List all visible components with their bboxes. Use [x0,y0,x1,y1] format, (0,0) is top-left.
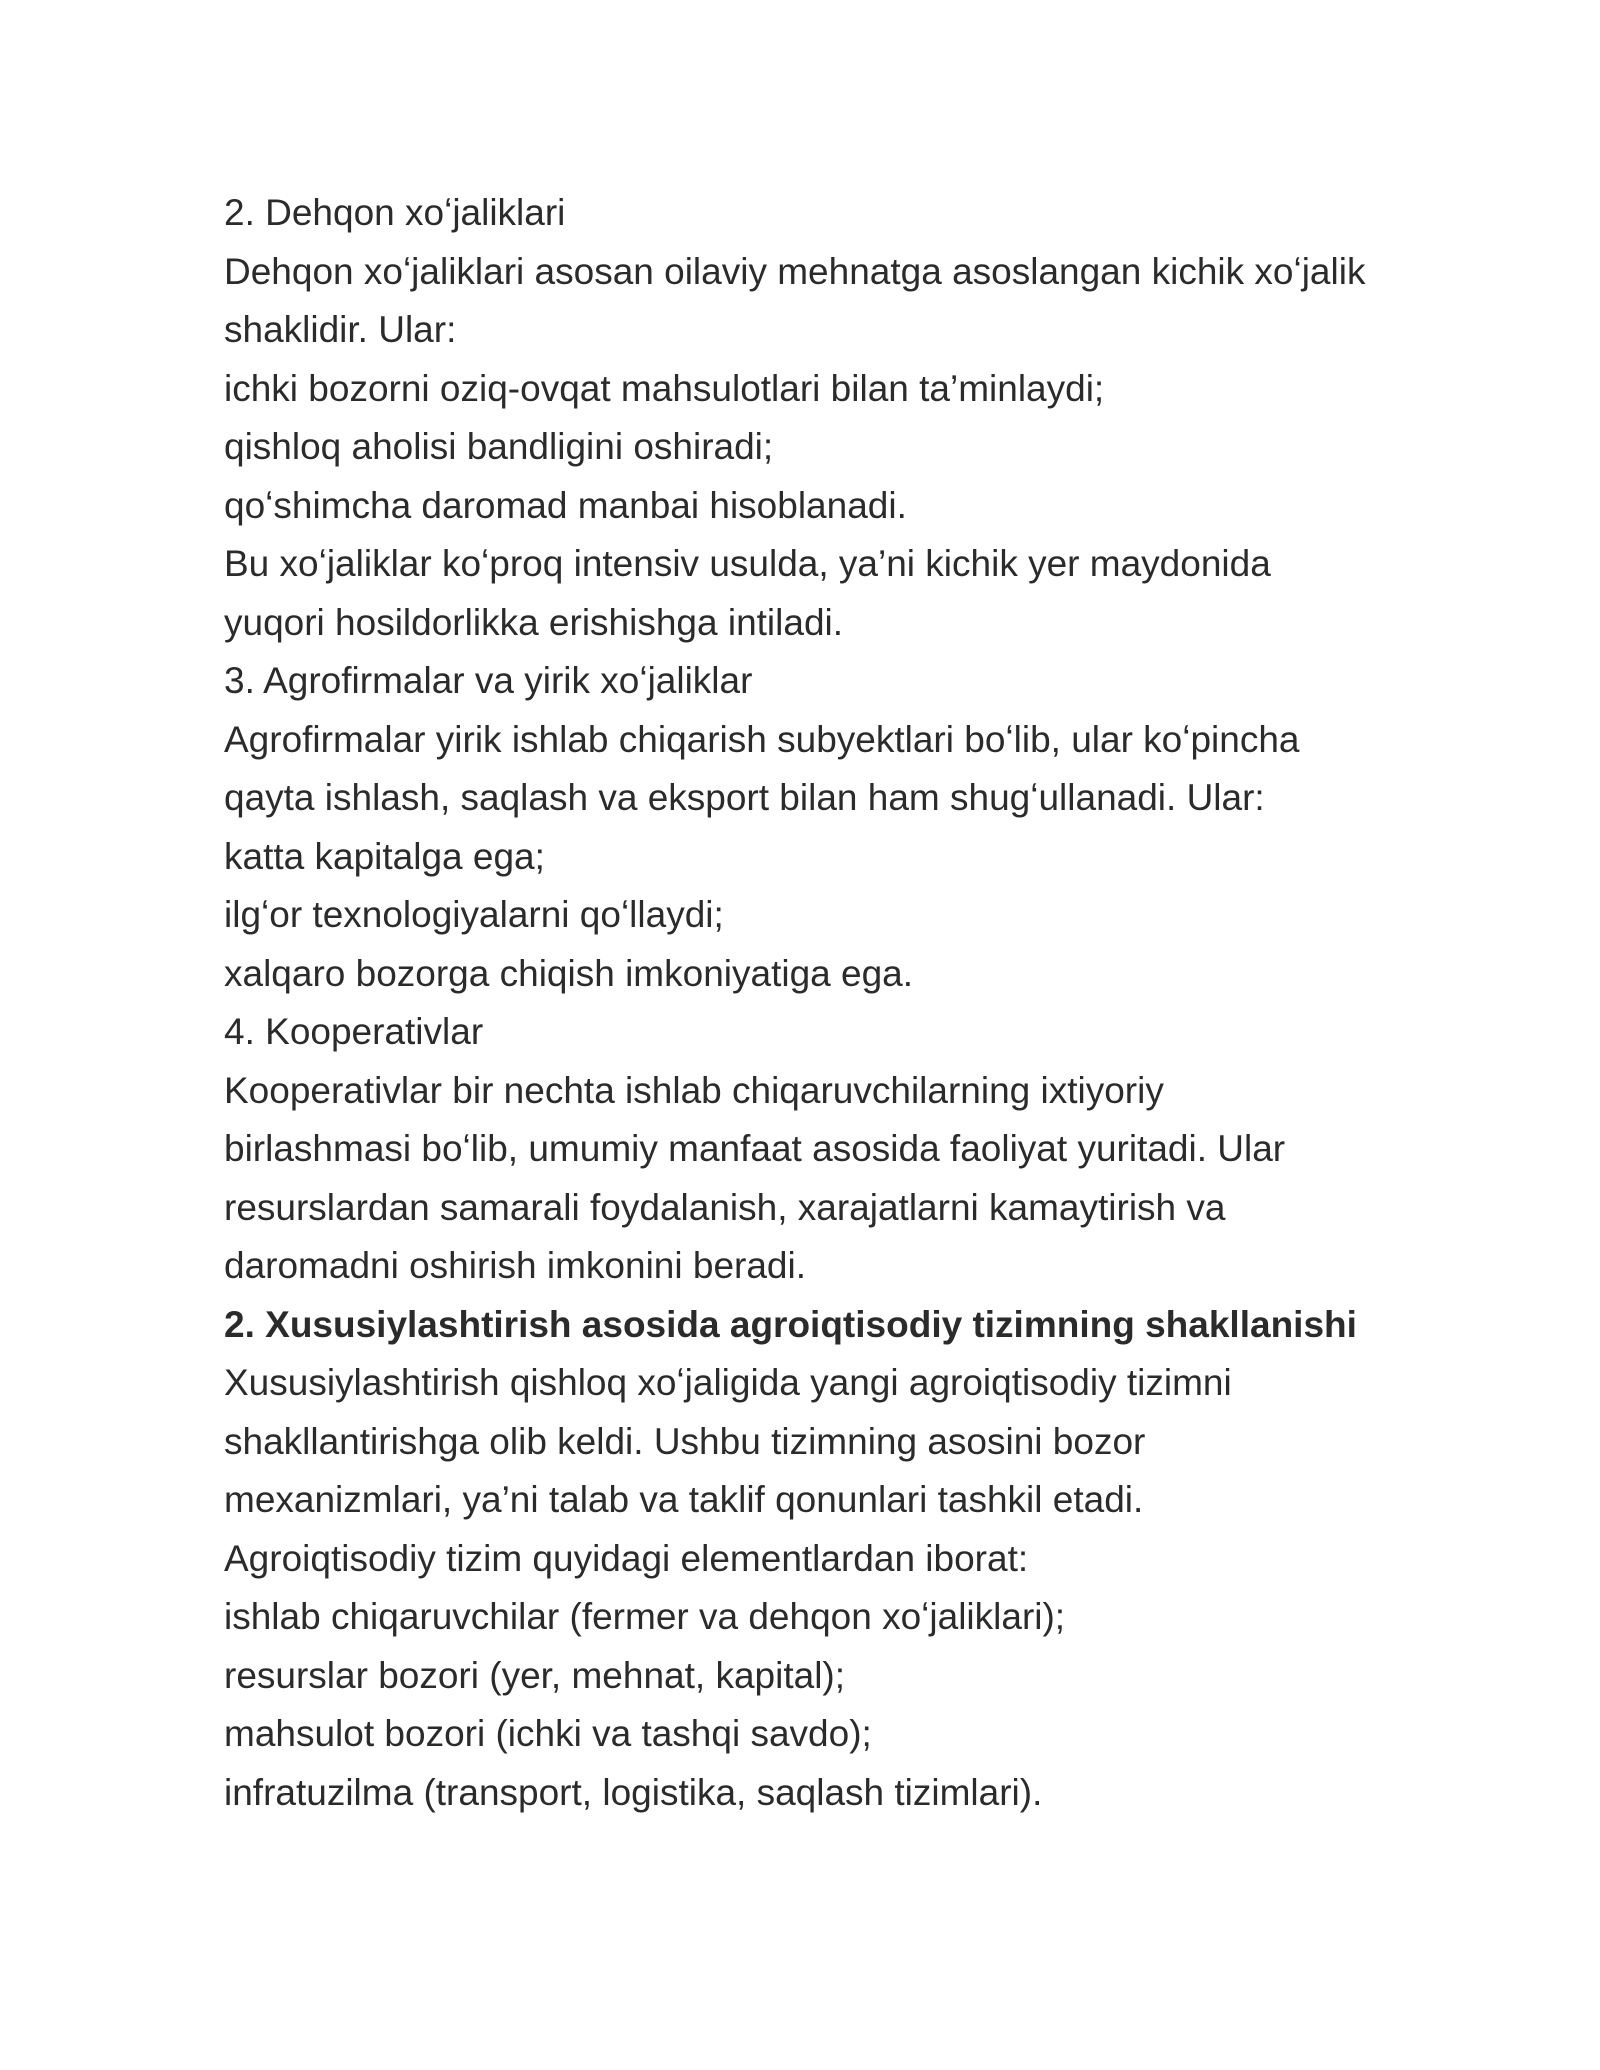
section-heading: 4. Kooperativlar [224,1011,484,1052]
paragraph-line: shaklidir. Ular: [224,309,457,350]
section-heading: 2. Dehqon xoʻjaliklari [224,192,566,233]
bold-section-heading: 2. Xususiylashtirish asosida agroiqtisodiy tizimning shakllanishi [224,1303,1357,1345]
paragraph-line: Xususiylashtirish qishloq xoʻjaligida yangi agroiqtisodiy tizimni [224,1362,1232,1403]
paragraph-line: Kooperativlar bir nechta ishlab chiqaruvchilarning ixtiyoriy [224,1069,1164,1111]
paragraph-line: qayta ishlash, saqlash va eksport bilan ham shugʻullanadi. Ular: [224,777,1265,818]
list-item: infratuzilma (transport, logistika, saqlash tizimlari). [224,1771,1043,1813]
list-item: katta kapitalga ega; [224,835,545,877]
list-item: mahsulot bozori (ichki va tashqi savdo); [224,1713,872,1754]
paragraph-line: birlashmasi boʻlib, umumiy manfaat asosida faoliyat yuritadi. Ular [224,1128,1286,1169]
paragraph-line: Agrofirmalar yirik ishlab chiqarish subyektlari boʻlib, ular koʻpincha [224,718,1300,760]
paragraph-line: shakllantirishga olib keldi. Ushbu tizimning asosini bozor [224,1420,1146,1462]
paragraph-line: Dehqon xoʻjaliklari asosan oilaviy mehnatga asoslangan kichik xoʻjalik [224,250,1366,292]
list-item: ilgʻor texnologiyalarni qoʻllaydi; [224,894,724,935]
paragraph-line: yuqori hosildorlikka erishishga intiladi. [224,601,844,643]
paragraph-line: daromadni oshirish imkonini beradi. [224,1245,807,1286]
paragraph-line: resurslardan samarali foydalanish, xarajatlarni kamaytirish va [224,1186,1226,1228]
list-item: ishlab chiqaruvchilar (fermer va dehqon xoʻjaliklari); [224,1596,1066,1637]
section-heading: 3. Agrofirmalar va yirik xoʻjaliklar [224,660,753,701]
list-item: resurslar bozori (yer, mehnat, kapital); [224,1654,846,1696]
list-item: xalqaro bozorga chiqish imkoniyatiga ega. [224,952,914,994]
list-item: ichki bozorni oziq-ovqat mahsulotlari bilan ta’minlaydi; [224,367,1105,409]
document-body [224,184,1424,1822]
paragraph-line: mexanizmlari, ya’ni talab va taklif qonunlari tashkil etadi. [224,1479,1144,1520]
paragraph-line: Agroiqtisodiy tizim quyidagi elementlardan iborat: [224,1537,1029,1579]
paragraph-line: Bu xoʻjaliklar koʻproq intensiv usulda, ya’ni kichik yer maydonida [224,543,1271,584]
list-item: qishloq aholisi bandligini oshiradi; [224,426,774,467]
list-item: qoʻshimcha daromad manbai hisoblanadi. [224,484,907,526]
